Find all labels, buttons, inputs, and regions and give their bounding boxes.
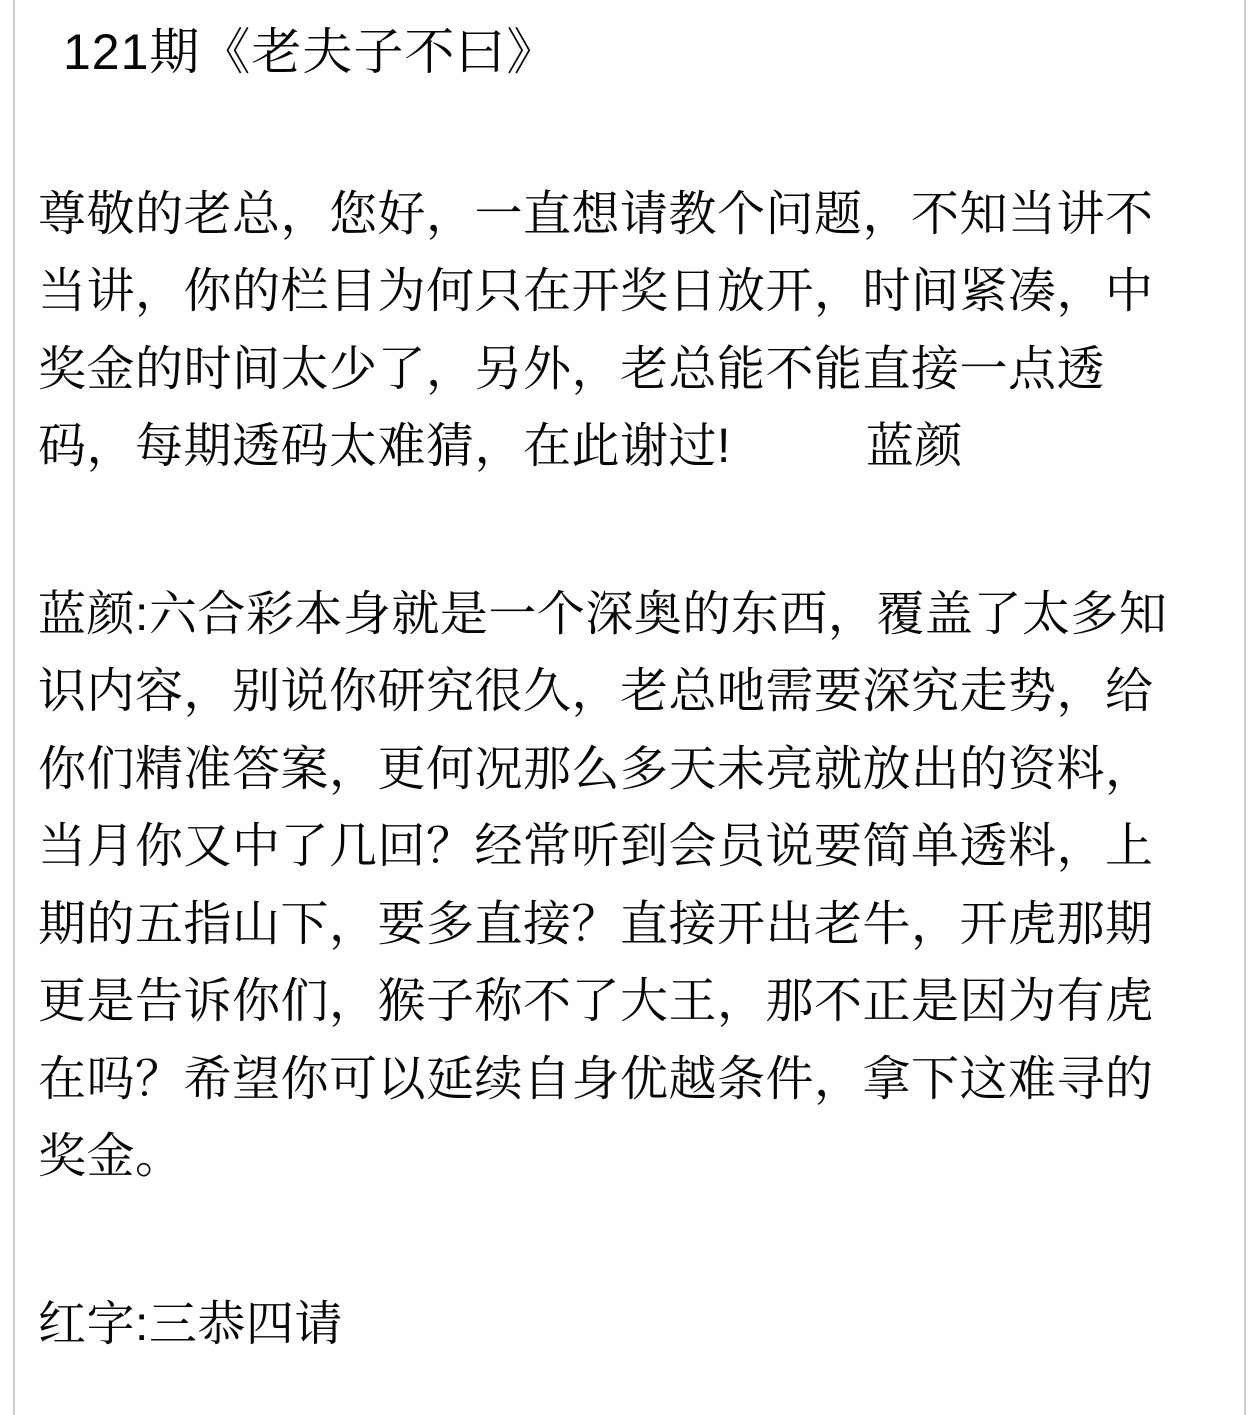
left-border-rule [13,0,15,1415]
text-line: 蓝颜:六合彩本身就是一个深奥的东西，覆盖了太多知 [38,587,1168,641]
letter-paragraph [38,176,1208,486]
text-line: 你们精准答案，更何况那么多天未亮就放出的资料， [38,742,1154,796]
page-title: 121期《老夫子不曰》 [63,24,558,80]
text-line: 期的五指山下，要多直接？直接开出老牛，开虎那期 [38,897,1154,951]
text-line [38,408,1208,486]
reply-paragraph [38,576,1208,1196]
text-line: 当月你又中了几回？经常听到会员说要简单透料，上 [38,820,1154,873]
text-line: 尊敬的老总，您好，一直想请教个问题，不知当讲不 [38,187,1154,241]
text-line: 识内容，别说你研究很久，老总吔需要深究走势，给 [38,665,1154,718]
footer-note: 红字:三恭四请 [38,1297,343,1351]
right-border-rule [1244,0,1246,1415]
signature: 蓝颜 [865,420,963,473]
text-line: 当讲，你的栏目为何只在开奖日放开，时间紧凑，中 [38,265,1154,318]
article-content [38,0,1208,1363]
text-line: 奖金。 [38,1130,184,1183]
text-line-segment: 码，每期透码太难猜，在此谢过! [38,420,731,473]
text-line: 在吗？希望你可以延续自身优越条件，拿下这难寻的 [38,1052,1154,1106]
text-line: 奖金的时间太少了，另外，老总能不能直接一点透 [38,342,1106,396]
text-line: 更是告诉你们，猴子称不了大王，那不正是因为有虎 [38,975,1154,1028]
